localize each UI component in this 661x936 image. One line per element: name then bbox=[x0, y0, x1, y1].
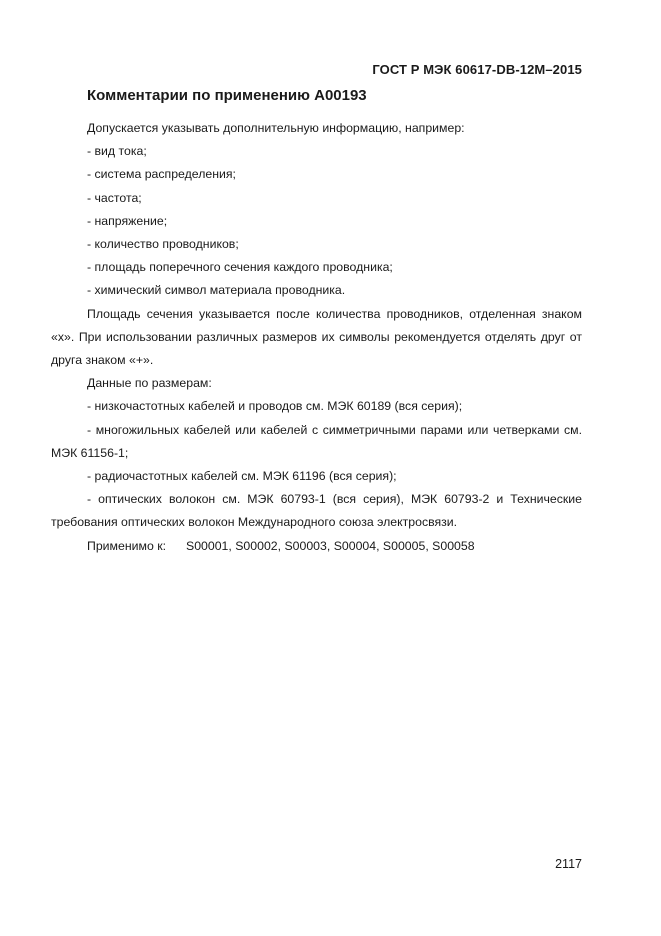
info-item-distribution-system: - система распределения; bbox=[87, 167, 236, 182]
info-item-conductor-count: - количество проводников; bbox=[87, 237, 239, 252]
size-item-radio-frequency: - радиочастотных кабелей см. МЭК 61196 (вся серия); bbox=[87, 469, 397, 484]
applicable-values: S00001, S00002, S00003, S00004, S00005, S00058 bbox=[186, 538, 475, 553]
info-item-voltage: - напряжение; bbox=[87, 213, 168, 228]
comment-body bbox=[51, 117, 582, 558]
page-number: 2117 bbox=[555, 857, 582, 871]
sizes-heading: Данные по размерам: bbox=[87, 376, 212, 391]
document-code-header: ГОСТ Р МЭК 60617-DB-12M–2015 bbox=[372, 62, 582, 77]
section-title: Комментарии по применению A00193 bbox=[87, 87, 367, 104]
size-item-multicore: - многожильных кабелей или кабелей с симметричными парами или четверками см. МЭК 61156-1; bbox=[51, 422, 582, 460]
size-item-optical-fibers: - оптических волокон см. МЭК 60793-1 (вся серия), МЭК 60793-2 и Технические требования оптических волокон Международного союза электросвязи. bbox=[51, 492, 582, 530]
intro-paragraph: Допускается указывать дополнительную информацию, например: bbox=[87, 121, 465, 135]
info-item-frequency: - частота; bbox=[87, 190, 142, 205]
cross-section-paragraph: Площадь сечения указывается после количества проводников, отделенная знаком «х». При использовании различных размеров их символы рекомендуется отделять друг от друга знаком «+». bbox=[51, 306, 582, 368]
info-item-chemical-symbol: - химический символ материала проводника. bbox=[87, 283, 346, 298]
info-item-cross-section: - площадь поперечного сечения каждого проводника; bbox=[87, 260, 393, 275]
info-item-current-type: - вид тока; bbox=[87, 144, 147, 159]
applicable-label: Применимо к: bbox=[87, 538, 167, 553]
size-item-low-frequency: - низкочастотных кабелей и проводов см. МЭК 60189 (вся серия); bbox=[87, 399, 463, 414]
applicable-to-row bbox=[51, 535, 582, 558]
